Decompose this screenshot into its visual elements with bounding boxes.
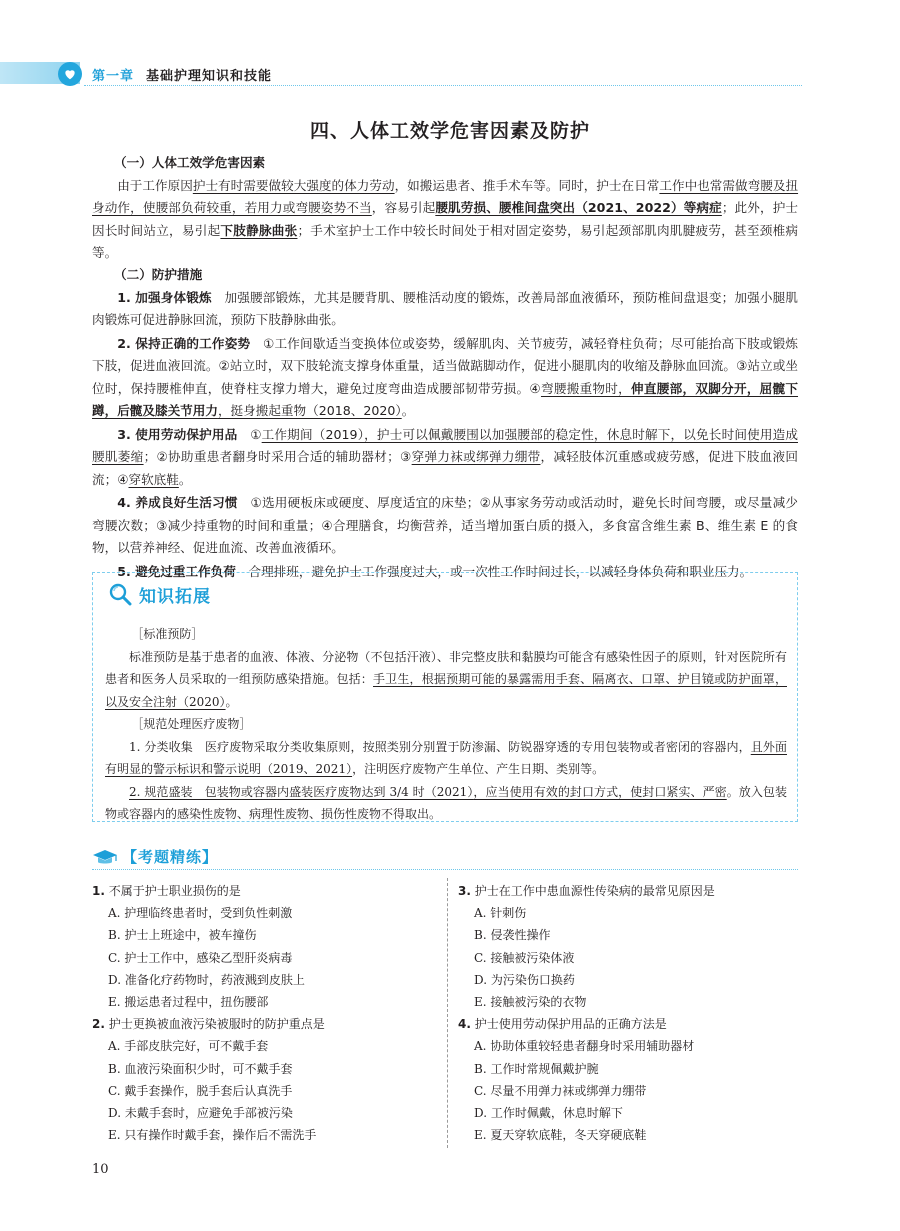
underlined-text: 弯腰搬重物时， — [540, 380, 632, 396]
measure-title: 1. 加强身体锻炼 — [117, 289, 212, 305]
option: E. 接触被污染的衣物 — [474, 995, 587, 1010]
column-divider — [447, 878, 448, 1148]
text-run: ，注明医疗废物产生单位、产生日期、类别等。 — [352, 762, 605, 776]
header-divider — [84, 85, 802, 86]
question-text: 不属于护士职业损伤的是 — [108, 884, 241, 898]
question-number: 4. — [458, 1017, 471, 1032]
knowledge-paragraph — [105, 646, 787, 714]
underlined-text: 护士有时需要做较大强度的体力劳动 — [192, 177, 395, 193]
question-4 — [458, 1013, 798, 1146]
underlined-text: 穿软底鞋 — [128, 471, 179, 487]
underlined-text: 穿弹力袜或绑弹力绷带 — [411, 449, 541, 464]
question-stem — [458, 880, 798, 902]
option: C. 接触被污染体液 — [474, 950, 575, 965]
exercises-header — [92, 846, 218, 867]
knowledge-text — [105, 623, 787, 826]
measure-title: 2. 保持正确的工作姿势 — [117, 335, 251, 351]
measure-text: 合理排班，避免护士工作强度过大，或一次性工作时间过长，以减轻身体负荷和职业压力。 — [248, 563, 753, 579]
question-stem — [458, 1013, 798, 1035]
questions-left-column — [92, 880, 432, 1146]
question-number: 3. — [458, 884, 471, 898]
text-run: ；②协助重患者翻身时采用合适的辅助器材；③ — [143, 449, 412, 464]
question-stem — [92, 880, 432, 902]
knowledge-title: 知识拓展 — [139, 586, 211, 607]
question-2 — [92, 1013, 432, 1146]
option: C. 尽量不用弹力袜或绑弹力绷带 — [474, 1083, 647, 1098]
text-run: ，减轻肢体沉重感或疲劳感，促进下肢血液回流；④ — [92, 449, 798, 487]
underlined-text: 工作中也常需做弯腰及扭身动作，使腰部负荷较重，若用力或弯腰姿势不当 — [92, 177, 799, 215]
measure-4 — [92, 492, 798, 560]
option: A. 手部皮肤完好，可不戴手套 — [108, 1039, 269, 1054]
question-1 — [92, 880, 432, 1013]
option: D. 为污染伤口换药 — [474, 972, 575, 987]
text-run: 1. 分类收集 医疗废物采取分类收集原则，按照类别分别置于防渗漏、防锐器穿透的专用包装物或者密闭的容器内， — [129, 739, 751, 754]
option: B. 护士上班途中，被车撞伤 — [108, 928, 257, 943]
option: B. 血液污染面积少时，可不戴手套 — [108, 1061, 293, 1076]
question-3 — [458, 880, 798, 1013]
option: D. 工作时佩戴，休息时解下 — [474, 1106, 623, 1121]
underlined-text: 且外面有明显的警示标识和警示说明（2019、2021） — [105, 739, 787, 776]
option: D. 准备化疗药物时，药液溅到皮肤上 — [108, 972, 305, 987]
heart-icon — [58, 62, 82, 86]
chapter-label: 第一章 — [92, 69, 135, 84]
text-run: ，如搬运患者、推手术车等。同时，护士在日常 — [394, 177, 660, 193]
option: E. 夏天穿软底鞋，冬天穿硬底鞋 — [474, 1128, 647, 1143]
text-run: 标准预防是基于患者的血液、体液、分泌物（不包括汗液）、非完整皮肤和黏膜均可能含有感染性因子的原则，针对医院所有患者和医务人员采取的一组预防感染措施。包括： — [105, 649, 787, 686]
text-run: ① — [250, 426, 262, 442]
knowledge-tag: ［规范处理医疗废物］ — [131, 717, 252, 731]
section-title: 四、人体工效学危害因素及防护 — [309, 120, 590, 142]
text-run: ，容易引起 — [371, 200, 436, 215]
exercises-divider — [92, 869, 798, 870]
measure-text: ①工作间歇适当变换体位或姿势，缓解肌肉、关节疲劳，减轻脊柱负荷；尽可能抬高下肢或锻炼下肢，促进血液回流。②站立时，双下肢轮流支撑身体重量，适当做踮脚动作，促进小腿肌肉的收缩及静脉血回流。③站立或坐位时，保持腰椎伸直，使脊柱支撑力增大，避免过度弯曲造成腰部韧带劳损。④ — [92, 335, 799, 396]
question-text: 护士在工作中患血源性传染病的最常见原因是 — [474, 884, 715, 898]
part2-heading: （二）防护措施 — [114, 267, 203, 282]
text-run: 。放入包装物或容器内的感染性废物、病理性废物、损伤性废物不得取出。 — [105, 784, 787, 821]
text-run: ；手术室护士工作中较长时间处于相对固定姿势，易引起颈部肌肉肌腱疲劳，甚至颈椎病等。 — [92, 222, 799, 260]
measure-title: 3. 使用劳动保护用品 — [117, 426, 238, 442]
part1-heading: （一）人体工效学危害因素 — [114, 155, 266, 170]
option: B. 侵袭性操作 — [474, 928, 551, 943]
underlined-text: ，挺身搬起重物（2018、2020） — [217, 403, 402, 418]
key-point: 伸直腰部，双脚分开，屈髋下蹲，后髋及膝关节用力 — [92, 380, 799, 418]
question-number: 1. — [92, 884, 105, 898]
text-run: 由于工作原因 — [117, 177, 193, 193]
option: E. 只有操作时戴手套，操作后不需洗手 — [108, 1128, 317, 1143]
question-number: 2. — [92, 1017, 105, 1032]
underlined-text: 2. 规范盛装 包装物或容器内盛装医疗废物达到 3/4 时（2021） — [129, 784, 474, 799]
magnifier-icon — [107, 581, 133, 607]
option: B. 工作时常规佩戴护腕 — [474, 1061, 599, 1076]
questions-right-column — [458, 880, 798, 1146]
page-number: 10 — [92, 1162, 109, 1177]
knowledge-tag: ［标准预防］ — [131, 627, 204, 641]
key-point: 下肢静脉曲张 — [220, 222, 298, 238]
text-run: 。 — [225, 694, 238, 709]
underlined-text: 工作期间（2019），护士可以佩戴腰围以加强腰部的稳定性，休息时解下，以免长时间使用造成腰肌萎缩 — [92, 426, 798, 464]
option: C. 戴手套操作，脱手套后认真洗手 — [108, 1083, 293, 1098]
option: E. 搬运患者过程中，扭伤腰部 — [108, 995, 269, 1010]
measure-2 — [92, 333, 798, 423]
part1-section — [92, 152, 798, 265]
measure-3 — [92, 424, 798, 492]
option: C. 护士工作中，感染乙型肝炎病毒 — [108, 950, 293, 965]
text-run: ；此外，护士因长时间站立，易引起 — [92, 200, 799, 238]
option: A. 针刺伤 — [474, 906, 527, 921]
option: D. 未戴手套时，应避免手部被污染 — [108, 1106, 293, 1121]
text-run: 。 — [401, 403, 415, 418]
underlined-text: 手卫生，根据预期可能的暴露需用手套、隔离衣、口罩、护目镜或防护面罩，以及安全注射（2020） — [105, 672, 787, 709]
graduation-cap-icon — [92, 848, 118, 866]
part1-paragraph — [92, 175, 798, 265]
question-text: 护士更换被血液污染被服时的防护重点是 — [108, 1017, 325, 1032]
question-text: 护士使用劳动保护用品的正确方法是 — [474, 1017, 667, 1032]
option: A. 护理临终患者时，受到负性刺激 — [108, 906, 293, 921]
measure-text: ①选用硬板床或硬度、厚度适宜的床垫；②从事家务劳动或活动时，避免长时间弯腰，或尽量减少弯腰次数；③减少持重物的时间和重量；④合理膳食，均衡营养，适当增加蛋白质的摄入，多食富含维生素 B、维生素 E 的食物，以营养神经、促进血流、改善血液循环。 — [92, 495, 798, 555]
key-point: 腰肌劳损、腰椎间盘突出（2021、2022）等病症 — [435, 200, 722, 215]
knowledge-header — [107, 581, 211, 607]
knowledge-paragraph — [105, 781, 787, 826]
part2-section — [92, 264, 798, 583]
chapter-title: 基础护理知识和技能 — [146, 69, 273, 84]
measure-1 — [92, 287, 798, 332]
underlined-text: ，应当使用有效的封口方式，使封口紧实、严密 — [473, 784, 727, 799]
text-run: 。 — [178, 471, 192, 487]
knowledge-paragraph — [105, 736, 787, 781]
measure-text: 加强腰部锻炼，尤其是腰背肌、腰椎活动度的锻炼，改善局部血液循环，预防椎间盘退变；加强小腿肌肉锻炼可促进静脉回流，预防下肢静脉曲张。 — [92, 289, 799, 327]
measure-title: 4. 养成良好生活习惯 — [117, 495, 238, 510]
question-stem — [92, 1013, 432, 1035]
knowledge-box — [92, 572, 798, 822]
measure-title: 5. 避免过重工作负荷 — [117, 563, 236, 579]
exercises-title: 【考题精练】 — [122, 848, 219, 866]
option: A. 协助体重较轻患者翻身时采用辅助器材 — [474, 1039, 695, 1054]
